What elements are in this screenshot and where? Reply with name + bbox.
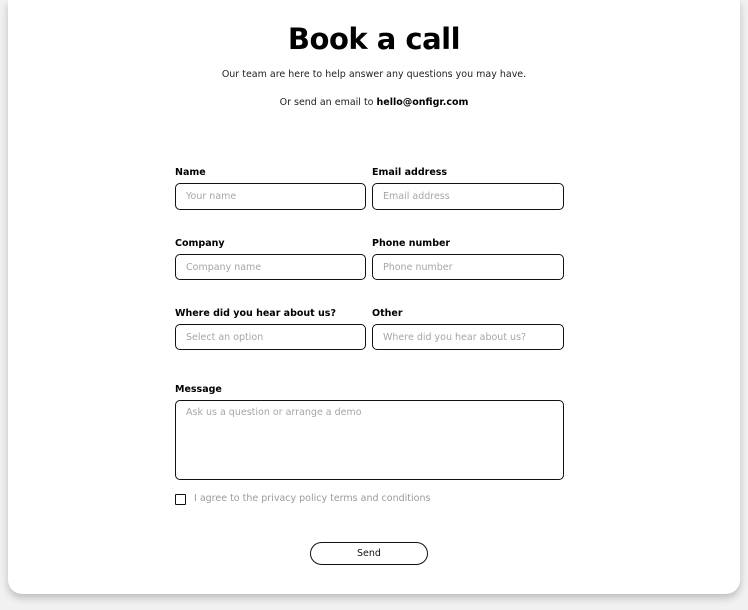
agree-checkbox[interactable] — [175, 494, 186, 505]
company-label: Company — [175, 238, 225, 249]
email-input[interactable] — [372, 183, 564, 210]
email-label: Email address — [372, 167, 448, 178]
send-button[interactable]: Send — [310, 542, 428, 565]
message-textarea[interactable] — [175, 400, 564, 480]
page-subtitle: Our team are here to help answer any questions you may have. — [221, 69, 527, 80]
name-label: Name — [175, 167, 206, 178]
source-label: Where did you hear about us? — [175, 308, 336, 319]
page-title: Book a call — [287, 22, 461, 56]
message-label: Message — [175, 384, 222, 395]
source-select[interactable] — [175, 324, 366, 350]
agree-label: I agree to the privacy policy terms and conditions — [194, 493, 431, 504]
email-line — [8, 97, 740, 108]
other-input[interactable] — [372, 324, 564, 350]
email-prefix: Or send an email to — [279, 97, 377, 108]
name-input[interactable] — [175, 183, 366, 210]
phone-input[interactable] — [372, 254, 564, 280]
company-input[interactable] — [175, 254, 366, 280]
book-call-card — [8, 0, 740, 594]
other-label: Other — [372, 308, 403, 319]
contact-email-link[interactable]: hello@onfigr.com — [376, 97, 469, 108]
phone-label: Phone number — [372, 238, 451, 249]
